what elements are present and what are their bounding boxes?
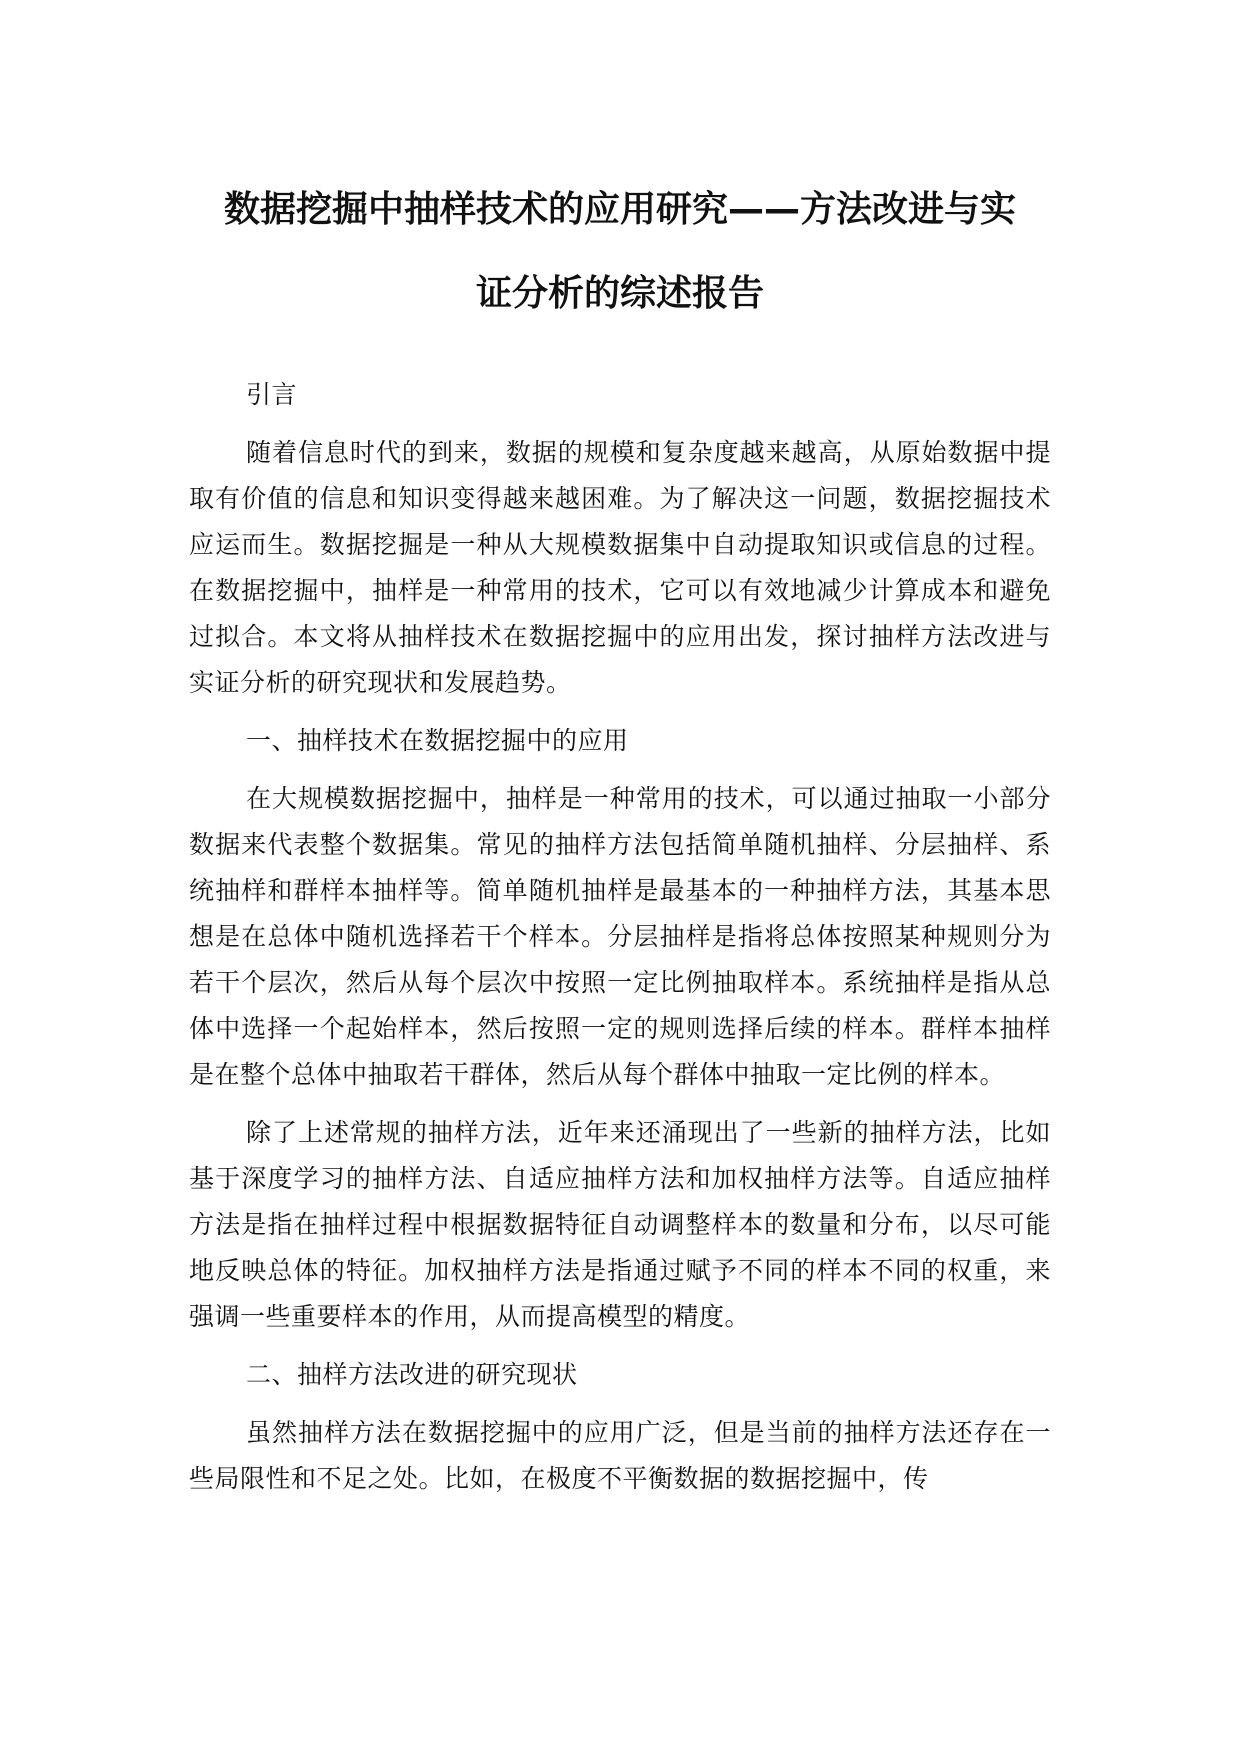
section1-heading: 一、抽样技术在数据挖掘中的应用	[246, 726, 629, 755]
title-line-1: 数据挖掘中抽样技术的应用研究——方法改进与实	[223, 189, 1016, 230]
intro-paragraph: 随着信息时代的到来，数据的规模和复杂度越来越高，从原始数据中提取有价值的信息和知识变得越来越困难。为了解决这一问题，数据挖掘技术应运而生。数据挖掘是一种从大规模数据集中自动提取知识或信息的过程。在数据挖掘中，抽样是一种常用的技术，它可以有效地减少计算成本和避免过拟合。本文将从抽样技术在数据挖掘中的应用出发，探讨抽样方法改进与实证分析的研究现状和发展趋势。	[189, 438, 1051, 697]
document-title	[180, 168, 1060, 336]
section1-paragraph-2: 除了上述常规的抽样方法，近年来还涌现出了一些新的抽样方法，比如基于深度学习的抽样方法、自适应抽样方法和加权抽样方法等。自适应抽样方法是指在抽样过程中根据数据特征自动调整样本的数量和分布，以尽可能地反映总体的特征。加权抽样方法是指通过赋予不同的样本不同的权重，来强调一些重要样本的作用，从而提高模型的精度。	[189, 1118, 1051, 1331]
section1-paragraph-1: 在大规模数据挖掘中，抽样是一种常用的技术，可以通过抽取一小部分数据来代表整个数据集。常见的抽样方法包括简单随机抽样、分层抽样、系统抽样和群样本抽样等。简单随机抽样是最基本的一种抽样方法，其基本思想是在总体中随机选择若干个样本。分层抽样是指将总体按照某种规则分为若干个层次，然后从每个层次中按照一定比例抽取样本。系统抽样是指从总体中选择一个起始样本，然后按照一定的规则选择后续的样本。群样本抽样是在整个总体中抽取若干群体，然后从每个群体中抽取一定比例的样本。	[189, 784, 1051, 1089]
title-line-2: 证分析的综述报告	[475, 273, 764, 314]
section2-heading: 二、抽样方法改进的研究现状	[246, 1360, 578, 1389]
intro-heading: 引言	[246, 380, 298, 409]
document-body	[189, 372, 1051, 1514]
section2-paragraph-1: 虽然抽样方法在数据挖掘中的应用广泛，但是当前的抽样方法还存在一些局限性和不足之处。比如，在极度不平衡数据的数据挖掘中，传	[189, 1418, 1051, 1493]
